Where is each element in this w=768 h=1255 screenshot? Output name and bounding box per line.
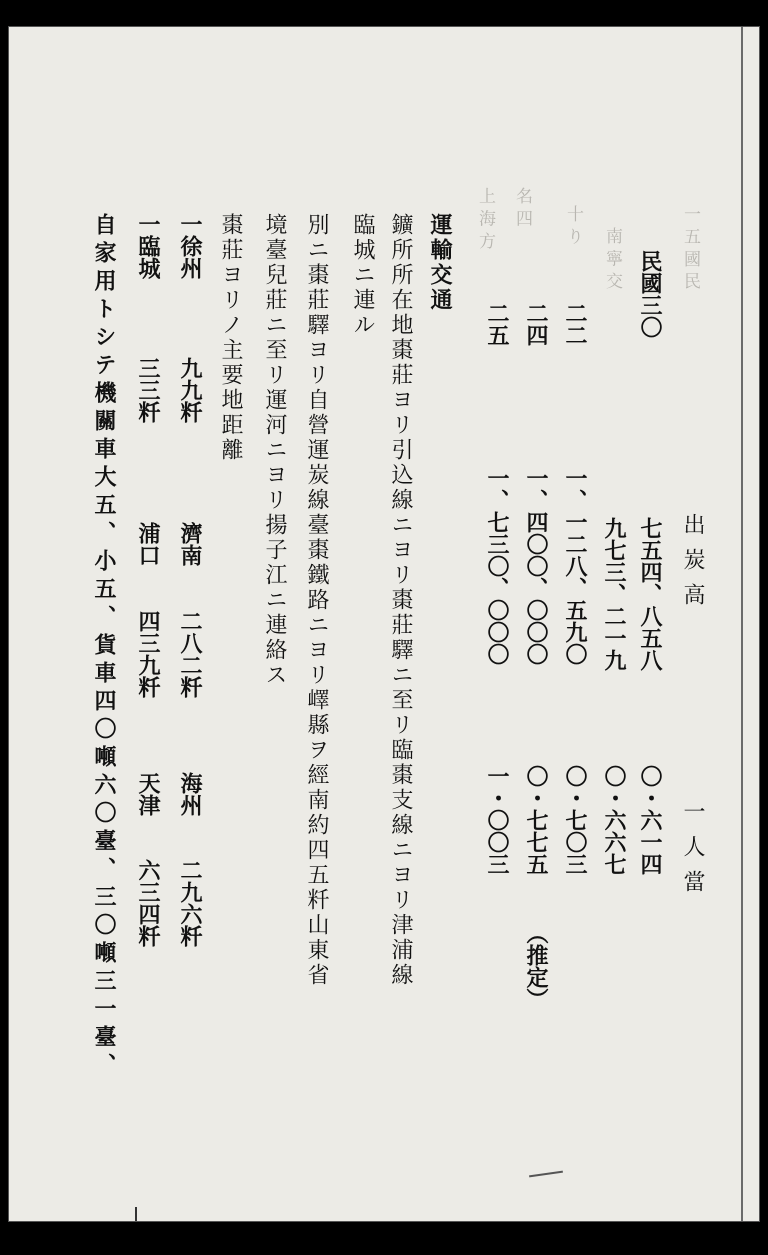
distance-destination: 海州: [177, 772, 203, 816]
distance-value: 六三四粁: [135, 859, 161, 947]
distance-destination: 天津: [135, 772, 161, 816]
stray-mark: [135, 1207, 137, 1222]
show-through-text: 一 五 國 民: [680, 205, 700, 290]
distance-value: 九九粁: [177, 357, 203, 423]
show-through-text: 十 り: [563, 205, 583, 245]
per-person-header: 一 人 當: [680, 800, 705, 895]
distance-value: 二八二粁: [177, 610, 203, 698]
output-cell: 一、一二八、五九〇: [562, 467, 588, 665]
per-person-cell: 〇・六一四: [637, 765, 663, 875]
transport-line: 鑛所所在地棗莊ヨリ引込線ニヨリ棗莊驛ニ至リ臨棗支線ニヨリ津浦線: [388, 213, 413, 988]
vehicles-line: 自家用トシテ機關車大五、小五、貨車四〇噸六〇臺、三〇噸三一臺、: [91, 213, 117, 1081]
estimate-note: （推定）: [523, 922, 549, 1010]
output-cell: 九七三、二一九: [601, 517, 627, 671]
year-cell: 二二: [562, 302, 588, 346]
distance-origin: 一臨城: [135, 213, 161, 279]
transport-line: 臨城ニ連ル: [350, 213, 375, 338]
stray-mark: [529, 1171, 563, 1178]
distance-heading: 棗莊ヨリノ主要地距離: [218, 213, 243, 463]
distance-value: 三三粁: [135, 357, 161, 423]
transport-line: 境臺兒莊ニ至リ運河ニヨリ揚子江ニ連絡ス: [262, 213, 287, 688]
show-through-text: 名 四: [512, 187, 532, 227]
year-cell: 二五: [484, 302, 510, 346]
section-heading: 運輸交通: [427, 213, 453, 313]
show-through-text: 南 寧 交: [602, 227, 622, 289]
page-edge-line: [741, 27, 743, 1221]
per-person-cell: 〇・七七五: [523, 765, 549, 875]
per-person-cell: 〇・六六七: [601, 765, 627, 875]
year-cell: 民國三〇: [637, 250, 663, 338]
transport-line: 別ニ棗莊驛ヨリ自營運炭線臺棗鐵路ニヨリ嶧縣ヲ經南約四五粁山東省: [304, 213, 329, 988]
output-cell: 一、七三〇、〇〇〇: [484, 467, 510, 665]
per-person-cell: 一・〇〇三: [484, 765, 510, 875]
per-person-cell: 〇・七〇三: [562, 765, 588, 875]
distance-value: 二九六粁: [177, 859, 203, 947]
distance-destination: 浦口: [135, 522, 161, 566]
distance-origin: 一徐州: [177, 213, 203, 279]
output-cell: 七五四、八五八: [637, 517, 663, 671]
distance-destination: 濟南: [177, 522, 203, 566]
distance-value: 四三九粁: [135, 610, 161, 698]
document-page: [8, 26, 760, 1222]
year-cell: 二四: [523, 302, 549, 346]
output-header: 出 炭 高: [680, 513, 705, 608]
output-cell: 一、四〇〇、〇〇〇: [523, 467, 549, 665]
show-through-text: 上 海 方: [475, 187, 495, 249]
